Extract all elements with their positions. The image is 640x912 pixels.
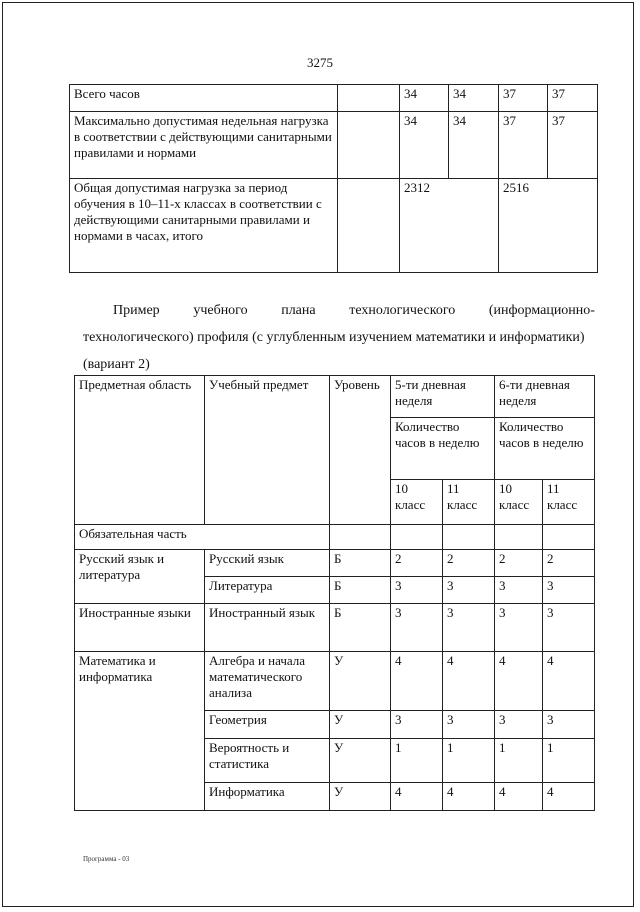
- subject-cell: Русский язык: [205, 550, 330, 577]
- cell-value: 3: [443, 577, 495, 604]
- page-footer: Программа - 03: [83, 855, 130, 863]
- totals-table: [69, 84, 598, 273]
- header-area: Предметная область: [75, 376, 205, 525]
- section-label: Обязательная часть: [75, 525, 330, 550]
- empty-cell: [495, 525, 543, 550]
- cell-value: 34: [400, 85, 449, 112]
- header-row: [75, 376, 595, 418]
- level-cell: Б: [330, 550, 391, 577]
- subject-cell: Информатика: [205, 783, 330, 811]
- cell-value: 3: [443, 604, 495, 652]
- cell-value: 3: [391, 577, 443, 604]
- table-row: [75, 604, 595, 652]
- subject-cell: Иностранный язык: [205, 604, 330, 652]
- subject-cell: Алгебра и начала математического анализа: [205, 652, 330, 711]
- cell-value: 37: [499, 85, 548, 112]
- cell-value: 3: [495, 577, 543, 604]
- header-grade: 10 класс: [391, 480, 443, 525]
- cell-value: 3: [543, 577, 595, 604]
- level-cell: У: [330, 711, 391, 739]
- subject-cell: Вероятность и статистика: [205, 739, 330, 783]
- subject-cell: Литература: [205, 577, 330, 604]
- caption-word: технологического: [349, 303, 456, 318]
- header-grade: 11 класс: [443, 480, 495, 525]
- table-row: [70, 179, 598, 273]
- cell-value: 3: [495, 604, 543, 652]
- section-row: [75, 525, 595, 550]
- area-cell: Иностранные языки: [75, 604, 205, 652]
- cell-value: 37: [548, 85, 598, 112]
- caption-word: (информационно-: [488, 303, 595, 318]
- empty-cell: [338, 85, 400, 112]
- row-label: Всего часов: [70, 85, 338, 112]
- cell-value: 2312: [400, 179, 499, 273]
- cell-value: 4: [495, 652, 543, 711]
- header-hours6: Количество часов в неделю: [495, 418, 595, 480]
- cell-value: 4: [443, 652, 495, 711]
- caption-word: учебного: [193, 303, 248, 318]
- cell-value: 3: [543, 711, 595, 739]
- level-cell: У: [330, 783, 391, 811]
- table-row: [70, 85, 598, 112]
- cell-value: 2: [391, 550, 443, 577]
- empty-cell: [443, 525, 495, 550]
- cell-value: 4: [443, 783, 495, 811]
- plan-caption: [83, 297, 595, 378]
- empty-cell: [338, 179, 400, 273]
- page-number: 3275: [307, 55, 333, 70]
- cell-value: 1: [391, 739, 443, 783]
- cell-value: 2: [495, 550, 543, 577]
- cell-value: 2: [543, 550, 595, 577]
- cell-value: 3: [391, 711, 443, 739]
- header-grade: 10 класс: [495, 480, 543, 525]
- caption-line-3: (вариант 2): [83, 357, 150, 372]
- header-week6: 6-ти дневная неделя: [495, 376, 595, 418]
- cell-value: 3: [543, 604, 595, 652]
- cell-value: 1: [495, 739, 543, 783]
- cell-value: 34: [449, 112, 499, 179]
- cell-value: 4: [391, 652, 443, 711]
- level-cell: У: [330, 652, 391, 711]
- row-label: Максимально допустимая недельная нагрузка в соответствии с действующими санитарными правилами и нормами: [70, 112, 338, 179]
- cell-value: 3: [443, 711, 495, 739]
- cell-value: 34: [449, 85, 499, 112]
- level-cell: Б: [330, 604, 391, 652]
- empty-cell: [543, 525, 595, 550]
- cell-value: 4: [543, 783, 595, 811]
- cell-value: 34: [400, 112, 449, 179]
- cell-value: 2516: [499, 179, 598, 273]
- cell-value: 1: [543, 739, 595, 783]
- header-week5: 5-ти дневная неделя: [391, 376, 495, 418]
- empty-cell: [391, 525, 443, 550]
- cell-value: 37: [548, 112, 598, 179]
- subject-cell: Геометрия: [205, 711, 330, 739]
- header-grade: 11 класс: [543, 480, 595, 525]
- cell-value: 37: [499, 112, 548, 179]
- area-cell: Математика и информатика: [75, 652, 205, 811]
- header-subject: Учебный предмет: [205, 376, 330, 525]
- header-hours5: Количество часов в неделю: [391, 418, 495, 480]
- level-cell: Б: [330, 577, 391, 604]
- table-row: [75, 550, 595, 577]
- cell-value: 1: [443, 739, 495, 783]
- row-label: Общая допустимая нагрузка за период обучения в 10–11-х классах в соответствии с действующими санитарными правилами и нормами в часах, итого: [70, 179, 338, 273]
- cell-value: 3: [495, 711, 543, 739]
- empty-cell: [330, 525, 391, 550]
- table-row: [75, 652, 595, 711]
- caption-line-2: технологического) профиля (с углубленным изучением математики и информатики): [83, 330, 585, 345]
- caption-word: Пример: [113, 303, 160, 318]
- level-cell: У: [330, 739, 391, 783]
- empty-cell: [338, 112, 400, 179]
- caption-word: плана: [281, 303, 316, 318]
- cell-value: 4: [391, 783, 443, 811]
- table-row: [70, 112, 598, 179]
- header-level: Уровень: [330, 376, 391, 525]
- cell-value: 3: [391, 604, 443, 652]
- curriculum-table: [74, 375, 595, 811]
- cell-value: 2: [443, 550, 495, 577]
- cell-value: 4: [543, 652, 595, 711]
- cell-value: 4: [495, 783, 543, 811]
- caption-line-1: [83, 297, 595, 324]
- area-cell: Русский язык и литература: [75, 550, 205, 604]
